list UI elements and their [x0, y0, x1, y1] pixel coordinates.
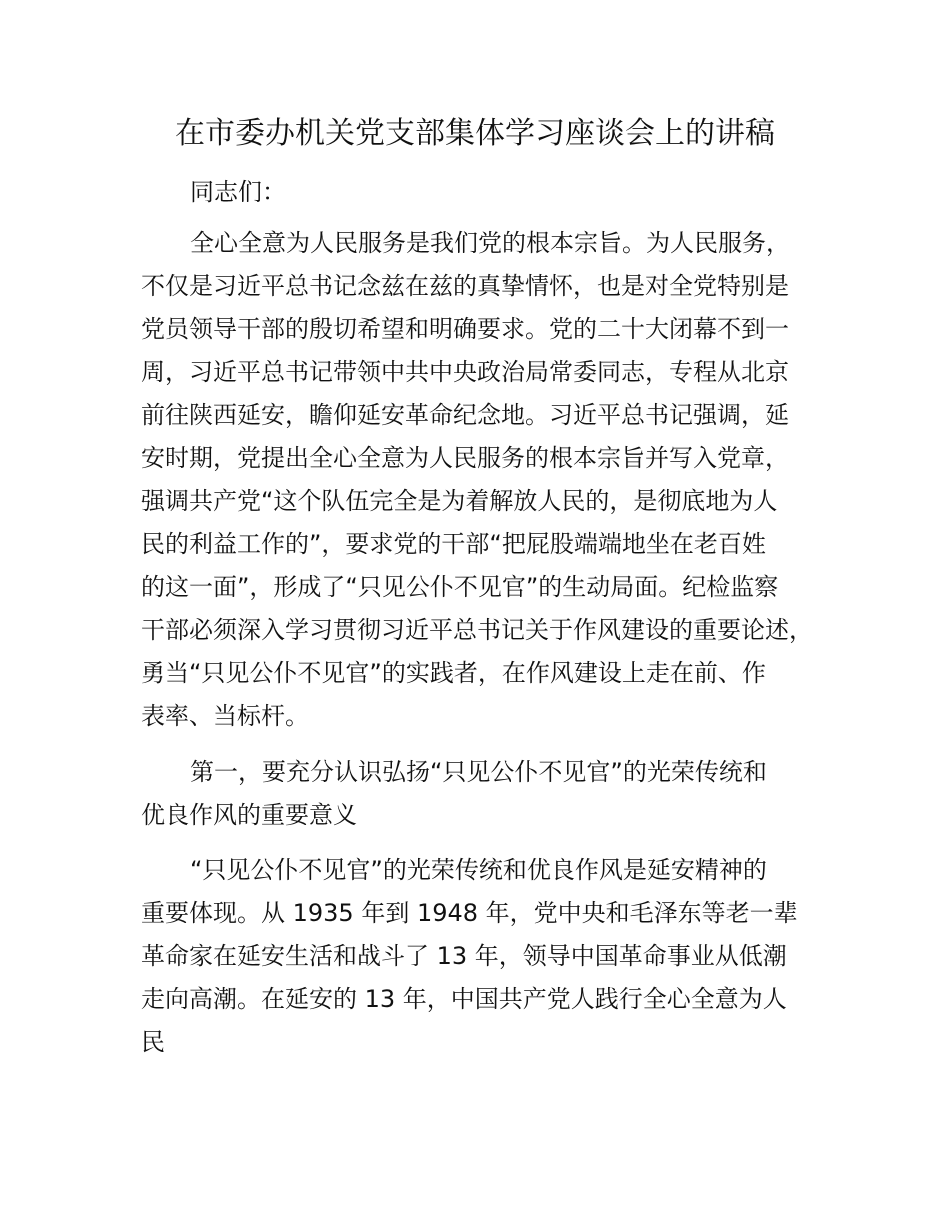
paragraph-line: 的这一面”，形成了“只见公仆不见官”的生动局面。纪检监察 — [141, 573, 779, 601]
body-paragraph-1 — [141, 222, 841, 738]
paragraph-line: “只见公仆不见官”的光荣传统和优良作风是延安精神的 — [190, 856, 767, 884]
paragraph-line: 强调共产党“这个队伍完全是为着解放人民的，是彻底地为人 — [141, 487, 778, 515]
paragraph-line: 民 — [141, 1028, 165, 1056]
paragraph-line: 安时期，党提出全心全意为人民服务的根本宗旨并写入党章， — [141, 444, 789, 472]
paragraph-line: 民的利益工作的”，要求党的干部“把屁股端端地坐在老百姓 — [141, 530, 766, 558]
body-paragraph-2 — [141, 849, 841, 1064]
paragraph-line: 革命家在延安生活和战斗了 13 年，领导中国革命事业从低潮 — [141, 942, 787, 970]
paragraph-line: 表率、当标杆。 — [141, 702, 309, 730]
section-heading-paragraph — [141, 751, 841, 837]
greeting-paragraph — [141, 171, 841, 214]
paragraph-line: 走向高潮。在延安的 13 年，中国共产党人践行全心全意为人 — [141, 985, 787, 1013]
paragraph-line: 勇当“只见公仆不见官”的实践者，在作风建设上走在前、作 — [141, 659, 766, 687]
document-title: 在市委办机关党支部集体学习座谈会上的讲稿 — [175, 116, 775, 151]
paragraph-line: 干部必须深入学习贯彻习近平总书记关于作风建设的重要论述， — [141, 616, 813, 644]
paragraph-line: 周，习近平总书记带领中共中央政治局常委同志，专程从北京 — [141, 358, 789, 386]
paragraph-line: 全心全意为人民服务是我们党的根本宗旨。为人民服务， — [190, 229, 790, 257]
paragraph-line: 第一，要充分认识弘扬“只见公仆不见官”的光荣传统和 — [190, 758, 767, 786]
paragraph-line: 优良作风的重要意义 — [141, 801, 357, 829]
paragraph-line: 前往陕西延安，瞻仰延安革命纪念地。习近平总书记强调，延 — [141, 401, 789, 429]
greeting-text: 同志们： — [190, 178, 286, 206]
paragraph-line: 重要体现。从 1935 年到 1948 年，党中央和毛泽东等老一辈 — [141, 899, 798, 927]
paragraph-line: 党员领导干部的殷切希望和明确要求。党的二十大闭幕不到一 — [141, 315, 789, 343]
paragraph-line: 不仅是习近平总书记念兹在兹的真挚情怀，也是对全党特别是 — [141, 272, 789, 300]
